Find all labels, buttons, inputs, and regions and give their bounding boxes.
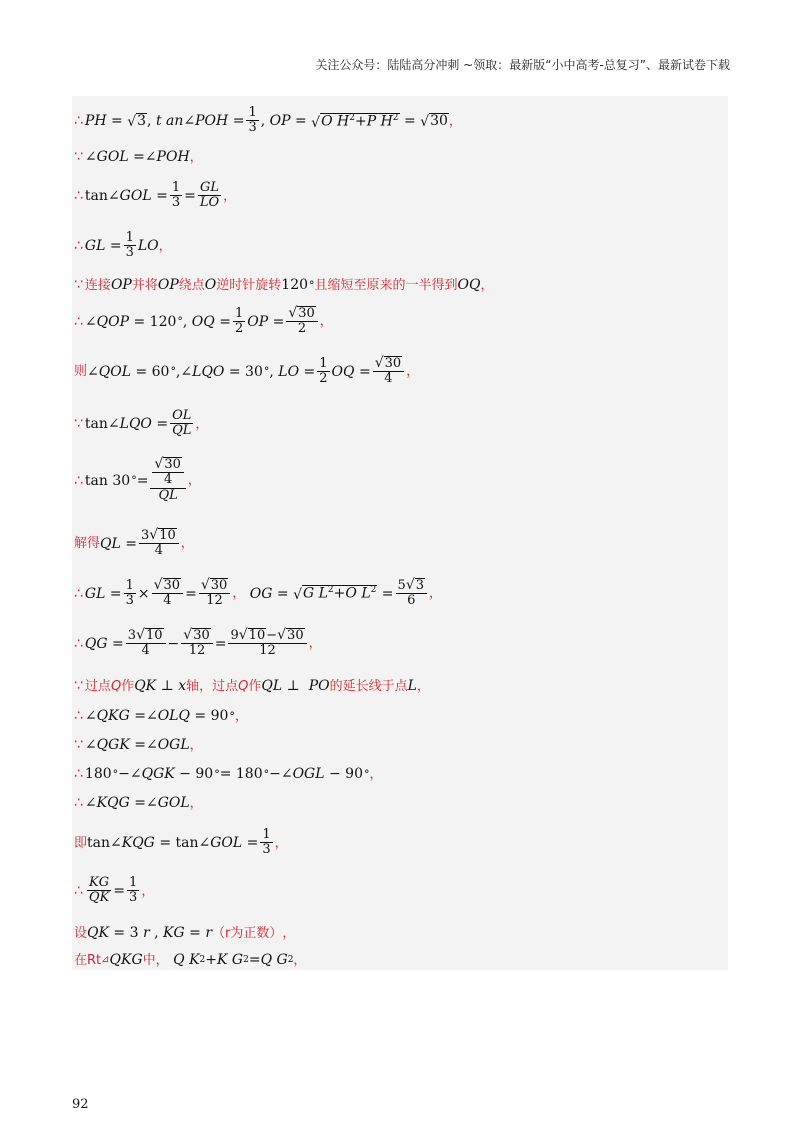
page-header: 关注公众号：陆陆高分冲刺 ~领取：最新版“小中高考-总复习”、最新试卷下载	[315, 58, 730, 72]
step-7: 则 ∠ QOL = 60 ° ,∠ LQO = 30 ° , LO = $\frac{1}{2}$ OQ = √ 30 4 ，	[74, 355, 420, 387]
step-9: ∴ tan 30 ° = √ 30 4 QL ，	[74, 456, 201, 504]
step-14: ∴ ∠ QKG =∠ OLQ = 90 ° ，	[74, 708, 248, 724]
step-13: ∵ 过点 Q 作 QK ⊥ x 轴，过点 Q 作 QL ⊥ PO 的延长线于点 L ，	[74, 678, 430, 694]
step-11: ∴ GL = $\frac{1}{3}$ × √ 30 4 = √ 30 12 ， OG = √ G $L^2+O$ $L^2$ = 5 √ 3 6 ，	[74, 577, 443, 609]
page-number: 92	[72, 1097, 89, 1112]
step-8: ∵ tan∠ LQO = $\frac{OL}{QL}$ ，	[74, 408, 209, 439]
step-19: ∴ $\frac{KG}{QK}$ = $\frac{1}{3}$ ，	[74, 875, 155, 906]
step-6: ∴ ∠ QOP = 120 ° , OQ = $\frac{1}{2}$ OP = √ 30 2 ，	[74, 305, 333, 337]
step-10: 解得 QL = 3 √ 10 4 ，	[74, 527, 194, 559]
step-5: ∵ 连接 OP 并将 OP 绕点 O 逆时针旋转 120 ° 且缩短至原来的一半得到 OQ ，	[74, 277, 494, 293]
step-4: ∴ GL = $\frac{1}{3}$ LO ，	[74, 230, 172, 261]
step-1: ∴ PH = √ 3 , t an ∠ POH = $\frac{1}{3}$ , OP = √ O $H^2+P$ $H^2$ = √ 30 ，	[74, 105, 462, 136]
step-3: ∴ tan∠ GOL = $\frac{1}{3}$ = $\frac{GL}{LO}$ ，	[74, 180, 237, 211]
step-16: ∴ 180 ° −∠ QGK − 90 ° = 180 ° −∠ OGL − 90 ° ，	[74, 766, 383, 782]
step-17: ∴ ∠ KQG =∠ GOL ，	[74, 795, 203, 811]
step-21: 在 Rt ⊿ QKG 中， Q K 2 + K G 2 = Q G 2 ，	[74, 952, 307, 968]
step-2: ∵ ∠ GOL =∠ POH ，	[74, 149, 203, 165]
step-18: 即 tan∠ KQG = tan∠ GOL = $\frac{1}{3}$ ，	[74, 827, 288, 858]
step-15: ∵ ∠ QGK =∠ OGL ，	[74, 737, 203, 753]
step-12: ∴ QG = 3 √ 10 4 − √ 30 12 = 9 √ 10 − √ 30 12 ，	[74, 627, 322, 659]
step-20: 设 QK = 3 r , KG = r （r为正数） ，	[74, 925, 296, 941]
